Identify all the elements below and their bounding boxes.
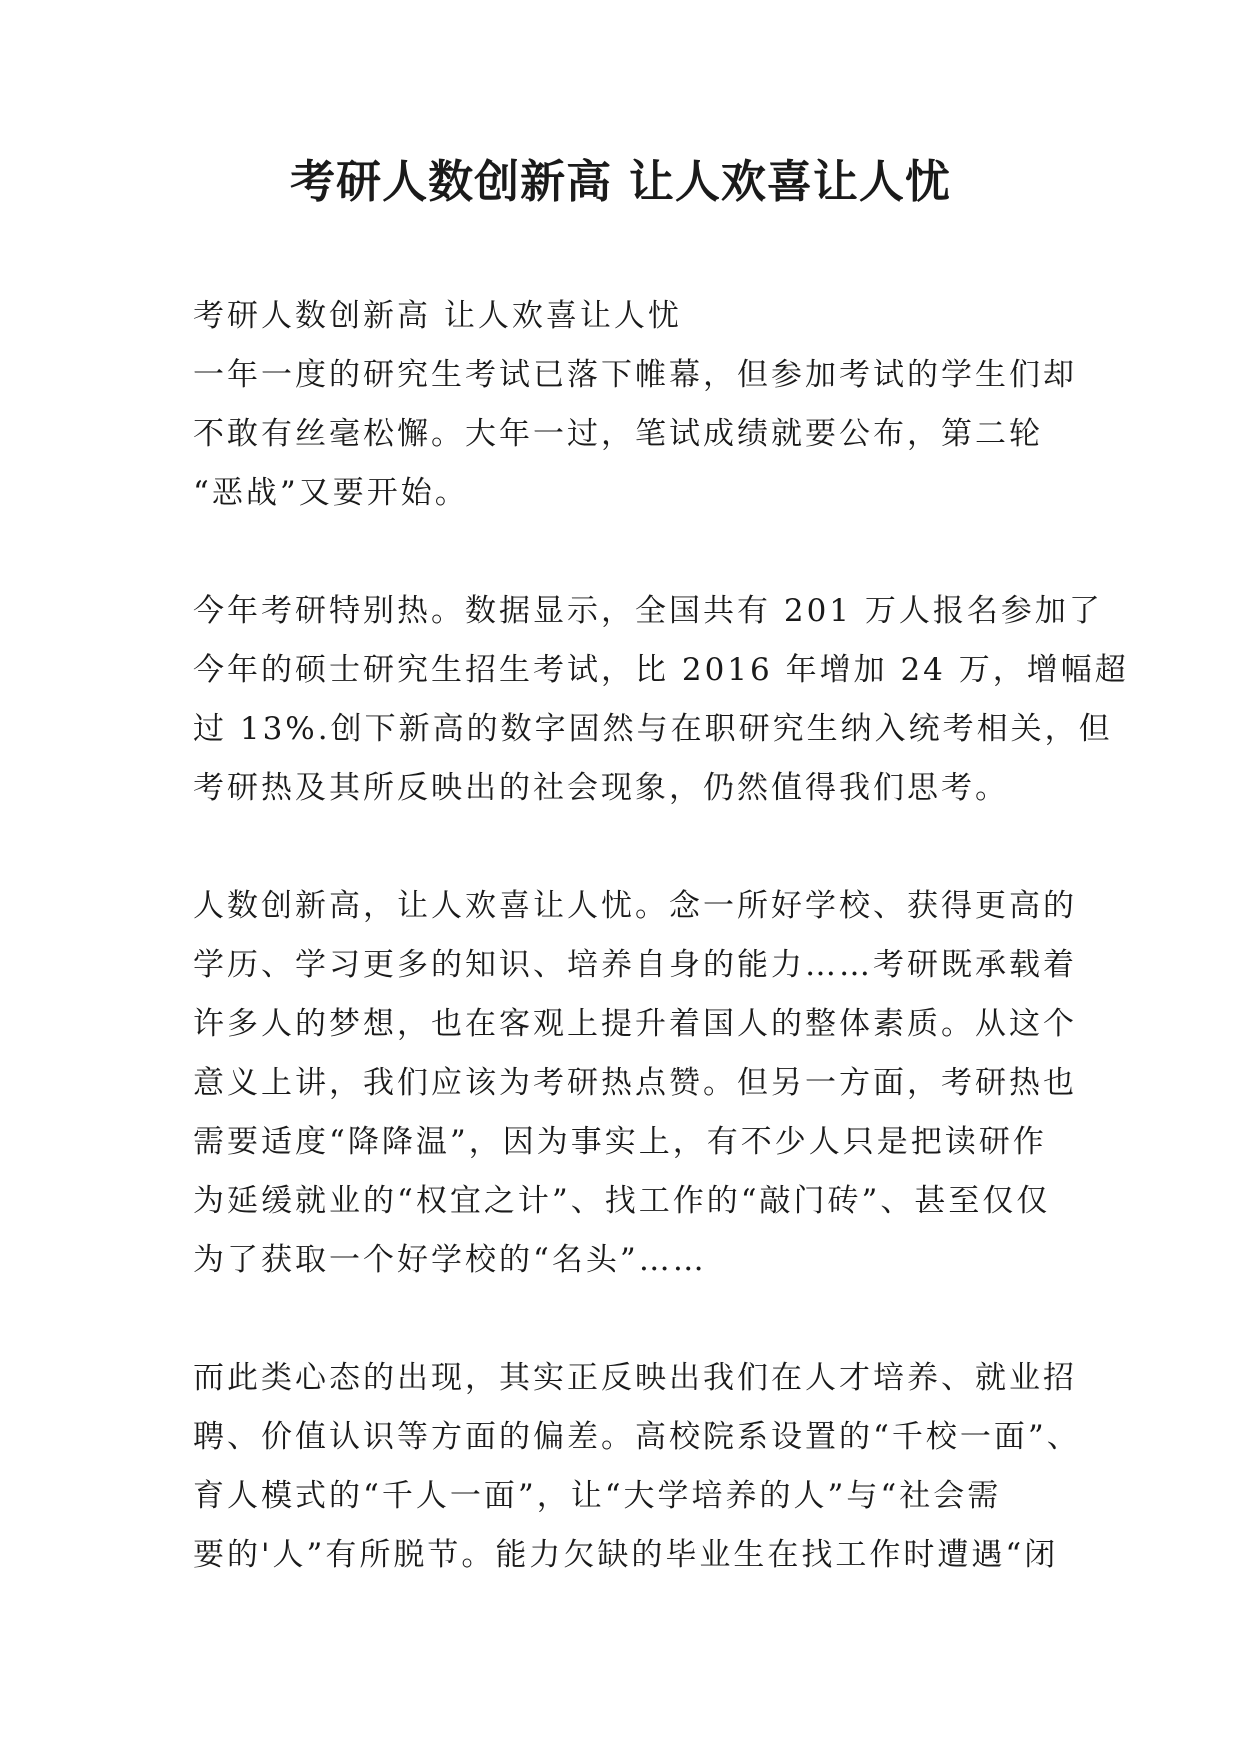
document-body <box>193 287 1129 1585</box>
paragraph-1 <box>193 346 1077 523</box>
paragraph-2 <box>193 582 1129 818</box>
paragraph-4 <box>193 1349 1081 1585</box>
paragraph-spacer <box>193 523 1063 582</box>
paragraph-line: 今年考研特别热。数据显示，全国共有 201 万人报名参加了 <box>193 593 1103 629</box>
paragraph-line: 育人模式的“千人一面”，让“大学培养的人”与“社会需 <box>193 1478 1002 1514</box>
paragraph-line: 需要适度“降降温”，因为事实上，有不少人只是把读研作 <box>193 1124 1047 1160</box>
paragraph-line: 为了获取一个好学校的“名头”…… <box>193 1242 707 1278</box>
paragraph-line: 不敢有丝毫松懈。大年一过，笔试成绩就要公布，第二轮 <box>193 416 1043 452</box>
paragraph-line: 要的'人”有所脱节。能力欠缺的毕业生在找工作时遭遇“闭 <box>193 1537 1059 1573</box>
paragraph-line: 聘、价值认识等方面的偏差。高校院系设置的“千校一面”、 <box>193 1419 1081 1455</box>
paragraph-line: 许多人的梦想，也在客观上提升着国人的整体素质。从这个 <box>193 1006 1077 1042</box>
paragraph-3 <box>193 877 1077 1290</box>
paragraph-line: 而此类心态的出现，其实正反映出我们在人才培养、就业招 <box>193 1360 1077 1396</box>
paragraph-line: 人数创新高，让人欢喜让人忧。念一所好学校、获得更高的 <box>193 888 1077 924</box>
paragraph-line: 学历、学习更多的知识、培养自身的能力……考研既承载着 <box>193 947 1077 983</box>
paragraph-line: 一年一度的研究生考试已落下帷幕，但参加考试的学生们却 <box>193 357 1077 393</box>
paragraph-spacer <box>193 1290 1063 1349</box>
document-subtitle: 考研人数创新高 让人欢喜让人忧 <box>193 298 682 334</box>
paragraph-spacer <box>193 818 1063 877</box>
paragraph-line: 过 13%.创下新高的数字固然与在职研究生纳入统考相关，但 <box>193 711 1113 747</box>
paragraph-line: 意义上讲，我们应该为考研热点赞。但另一方面，考研热也 <box>193 1065 1077 1101</box>
paragraph-line: 今年的硕士研究生招生考试，比 2016 年增加 24 万，增幅超 <box>193 652 1129 688</box>
document-title: 考研人数创新高 让人欢喜让人忧 <box>290 155 951 208</box>
paragraph-line: 为延缓就业的“权宜之计”、找工作的“敲门砖”、甚至仅仅 <box>193 1183 1051 1219</box>
paragraph-line: “恶战”又要开始。 <box>193 475 469 511</box>
paragraph-line: 考研热及其所反映出的社会现象，仍然值得我们思考。 <box>193 770 1009 806</box>
